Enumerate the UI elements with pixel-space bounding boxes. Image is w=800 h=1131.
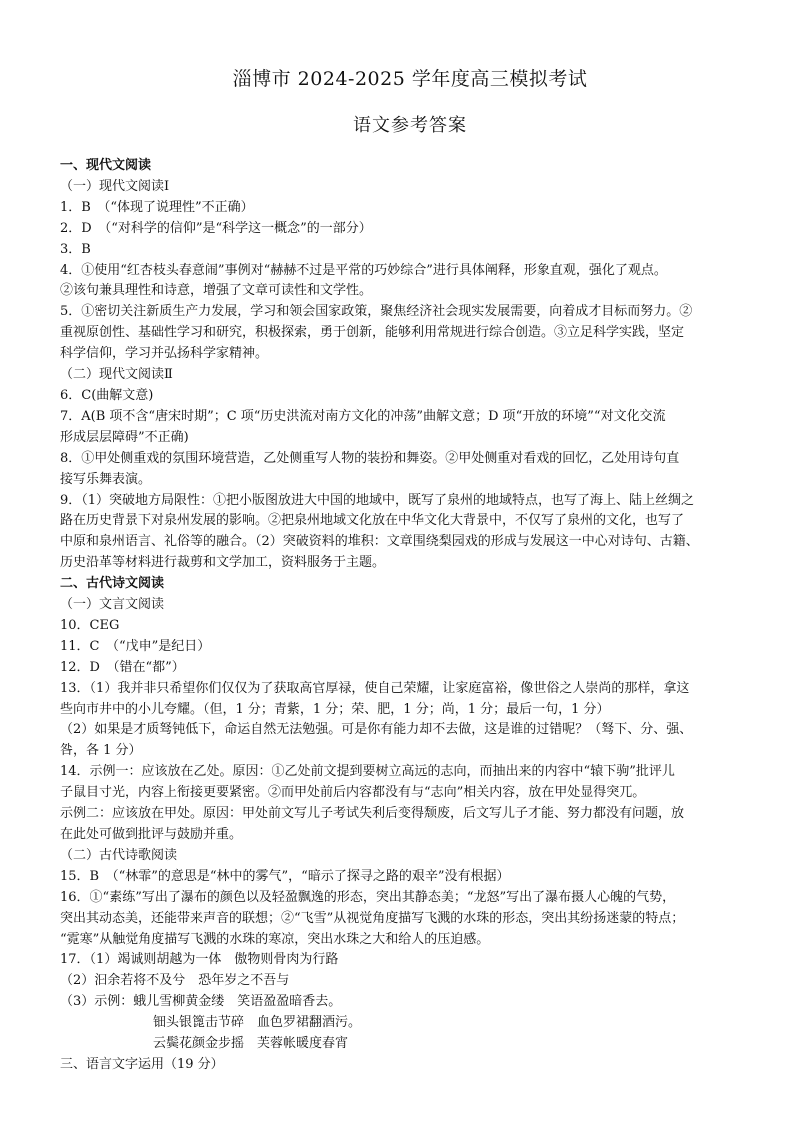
answer-line: ②该句兼具理性和诗意，增强了文章可读性和文学性。 xyxy=(60,283,373,299)
answer-line: 云鬓花颜金步摇 芙蓉帐暖度春宵 xyxy=(153,1036,349,1052)
answer-line: 12．D （错在“都”） xyxy=(60,659,185,675)
answer-line: 些向市井中的小儿夸耀。（但，1 分；青紫，1 分；荣、肥，1 分；尚，1 分；最后一句，1 分） xyxy=(60,701,610,717)
answer-line: 16．①“素练”写出了瀑布的颜色以及轻盈飘逸的形态，突出其静态美；“龙怒”写出了瀑布摄人心魄的气势， xyxy=(60,889,676,905)
answer-line: 三、语言文字运用（19 分） xyxy=(60,1056,224,1072)
answer-line: 8．①甲处侧重戏的氛围环境营造，乙处侧重写人物的装扮和舞姿。②甲处侧重对看戏的回忆，乙处用诗句直 xyxy=(60,450,680,466)
answer-line: 13．（1）我并非只希望你们仅仅为了获取高官厚禄，使自己荣耀，让家庭富裕，像世俗之人崇尚的那样，拿这 xyxy=(60,680,690,696)
answer-line: 6．C(曲解文意) xyxy=(60,387,154,403)
answer-line: （2）如果是才质驽钝低下，命运自然无法勉强。可是你有能力却不去做，这是谁的过错呢？（驽下、分、强、 xyxy=(60,722,693,738)
section-heading: 二、古代诗文阅读 xyxy=(60,576,165,592)
answer-line: 钿头银篦击节碎 血色罗裙翻酒污。 xyxy=(153,1015,362,1031)
answer-line: （3）示例：蛾儿雪柳黄金缕 笑语盈盈暗香去。 xyxy=(60,994,342,1010)
answer-key-subtitle: 语文参考答案 xyxy=(353,115,467,136)
answer-lines xyxy=(60,156,760,1076)
answer-line: 7．A(B 项不含“唐宋时期”；C 项“历史洪流对南方文化的冲荡”曲解文意；D 项“开放的环境”“对文化交流 xyxy=(60,408,666,424)
answer-line: 突出其动态美，还能带来声音的联想；②“飞雪”从视觉角度描写飞溅的水珠的形态，突出其纷扬迷蒙的特点； xyxy=(60,910,685,926)
answer-line: 10．CEG xyxy=(60,617,120,633)
section-heading: 一、现代文阅读 xyxy=(60,158,152,173)
answer-line: 历史沿革等材料进行裁剪和文学加工，资料服务于主题。 xyxy=(60,555,386,571)
answer-line: 15．B （“林霏”的意思是“林中的雾气”，“暗示了探寻之路的艰辛”没有根据） xyxy=(60,868,510,884)
answer-line: 11．C （“戊申”是纪日） xyxy=(60,638,211,654)
answer-line: 中原和泉州语言、礼俗等的融合。（2）突破资料的堆积：文章围绕梨园戏的形成与发展这一中心对诗句、古籍、 xyxy=(60,534,699,550)
answer-line: 4．①使用“红杏枝头春意闹”事例对“赫赫不过是平常的巧妙综合”进行具体阐释，形象直观，强化了观点。 xyxy=(60,262,667,278)
answer-line: （一）现代文阅读Ⅰ xyxy=(60,178,170,194)
answer-line: 3．B xyxy=(60,241,91,257)
answer-line: “霓寒”从触觉角度描写飞溅的水珠的寒凉，突出水珠之大和给人的压迫感。 xyxy=(60,931,490,947)
answer-line: （二）古代诗歌阅读 xyxy=(60,847,178,863)
answer-line: 子鼠目寸光，内容上衔接更要紧密。②而甲处前后内容都没有与“志向”相关内容，放在甲处显得突兀。 xyxy=(60,785,646,801)
answer-line: 科学信仰，学习并弘扬科学家精神。 xyxy=(60,346,269,362)
answer-line: 14．示例一：应该放在乙处。原因：①乙处前文提到要树立高远的志向，而抽出来的内容中“辕下驹”批评儿 xyxy=(60,764,675,780)
answer-line: 9．（1）突破地方局限性：①把小版图放进大中国的地域中，既写了泉州的地域特点，也写了海上、陆上丝绸之 xyxy=(60,492,695,508)
answer-line: 17．（1）竭诚则胡越为一体 傲物则骨肉为行路 xyxy=(60,952,339,968)
answer-line: 5．①密切关注新质生产力发展，学习和领会国家政策，聚焦经济社会现实发展需要，向着成才目标而努力。② xyxy=(60,304,693,320)
answer-line: 示例二：应该放在甲处。原因：甲处前文写儿子考试失利后变得颓废，后文写儿子才能、努力都没有问题，放 xyxy=(60,806,685,822)
exam-title: 淄博市 2024-2025 学年度高三模拟考试 xyxy=(232,68,588,90)
answer-line: 形成层层障碍”不正确) xyxy=(60,429,189,445)
answer-line: 重视原创性、基础性学习和研究，积极探索，勇于创新，能够利用常规进行综合创造。③立足科学实践，坚定 xyxy=(60,325,685,341)
answer-line: 咎，各 1 分） xyxy=(60,743,142,759)
answer-line: 接写乐舞表演。 xyxy=(60,471,152,487)
answer-line: 路在历史背景下对泉州发展的影响。②把泉州地域文化放在中华文化大背景中，不仅写了泉州的文化，也写了 xyxy=(60,513,685,529)
answer-line: 在此处可做到批评与鼓励并重。 xyxy=(60,827,243,842)
answer-line: （二）现代文阅读Ⅱ xyxy=(60,367,173,383)
answer-line: 1．B （“体现了说理性”不正确） xyxy=(60,199,254,215)
answer-line: 2．D （“对科学的信仰”是“科学这一概念”的一部分） xyxy=(60,220,372,236)
answer-line: （2）汩余若将不及兮 恐年岁之不吾与 xyxy=(60,973,290,989)
answer-line: （一）文言文阅读 xyxy=(60,597,165,613)
